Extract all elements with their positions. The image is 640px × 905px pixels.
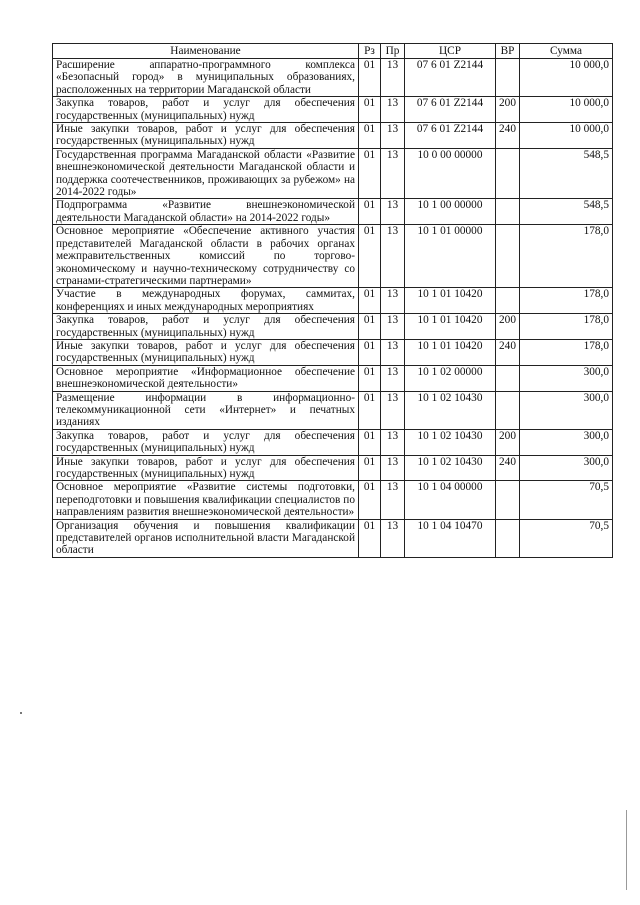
cell-name: Подпрограмма «Развитие внешнеэкономической деятельности Магаданской области» на 2014-2022 годы» xyxy=(53,199,359,225)
cell-vr: 240 xyxy=(496,339,520,365)
cell-pr: 13 xyxy=(381,481,405,519)
table-row xyxy=(53,314,613,340)
cell-rz: 01 xyxy=(359,97,381,123)
cell-csr: 10 1 02 10430 xyxy=(405,455,496,481)
cell-rz: 01 xyxy=(359,455,381,481)
header-vr: ВР xyxy=(496,44,520,59)
cell-vr xyxy=(496,481,520,519)
table-row xyxy=(53,59,613,97)
table-row xyxy=(53,148,613,199)
table-row xyxy=(53,365,613,391)
cell-csr: 07 6 01 Z2144 xyxy=(405,59,496,97)
cell-name: Основное мероприятие «Развитие системы подготовки, переподготовки и повышения квалификации специалистов по направлениям развития внешнеэкономической деятельности» xyxy=(53,481,359,519)
cell-vr xyxy=(496,225,520,288)
cell-rz: 01 xyxy=(359,339,381,365)
cell-csr: 10 1 01 10420 xyxy=(405,288,496,314)
cell-name: Участие в международных форумах, саммитах, конференциях и иных международных мероприятиях xyxy=(53,288,359,314)
table-body xyxy=(53,59,613,558)
cell-name: Размещение информации в информационно-телекоммуникационной сети «Интернет» и печатных изданиях xyxy=(53,391,359,429)
cell-sum: 70,5 xyxy=(520,519,613,557)
cell-rz: 01 xyxy=(359,429,381,455)
cell-vr xyxy=(496,288,520,314)
table-row xyxy=(53,519,613,557)
cell-pr: 13 xyxy=(381,519,405,557)
cell-csr: 07 6 01 Z2144 xyxy=(405,97,496,123)
cell-pr: 13 xyxy=(381,59,405,97)
cell-pr: 13 xyxy=(381,455,405,481)
table-row xyxy=(53,455,613,481)
header-rz: Рз xyxy=(359,44,381,59)
cell-pr: 13 xyxy=(381,314,405,340)
table-header xyxy=(53,44,613,59)
cell-vr xyxy=(496,199,520,225)
cell-sum: 178,0 xyxy=(520,288,613,314)
table-row xyxy=(53,288,613,314)
cell-csr: 10 1 02 00000 xyxy=(405,365,496,391)
cell-sum: 300,0 xyxy=(520,391,613,429)
cell-vr xyxy=(496,519,520,557)
cell-vr: 240 xyxy=(496,455,520,481)
cell-vr: 200 xyxy=(496,429,520,455)
cell-sum: 300,0 xyxy=(520,429,613,455)
cell-name: Иные закупки товаров, работ и услуг для обеспечения государственных (муниципальных) нужд xyxy=(53,123,359,149)
cell-sum: 178,0 xyxy=(520,314,613,340)
cell-csr: 10 1 02 10430 xyxy=(405,429,496,455)
cell-pr: 13 xyxy=(381,429,405,455)
cell-sum: 178,0 xyxy=(520,339,613,365)
cell-sum: 548,5 xyxy=(520,148,613,199)
cell-rz: 01 xyxy=(359,148,381,199)
cell-csr: 10 1 01 10420 xyxy=(405,314,496,340)
cell-sum: 70,5 xyxy=(520,481,613,519)
cell-rz: 01 xyxy=(359,225,381,288)
cell-name: Расширение аппаратно-программного комплекса «Безопасный город» в муниципальных образованиях, расположенных на территории Магаданской области xyxy=(53,59,359,97)
cell-rz: 01 xyxy=(359,481,381,519)
cell-rz: 01 xyxy=(359,199,381,225)
cell-name: Иные закупки товаров, работ и услуг для обеспечения государственных (муниципальных) нужд xyxy=(53,455,359,481)
cell-vr: 200 xyxy=(496,314,520,340)
cell-csr: 10 1 02 10430 xyxy=(405,391,496,429)
table-row xyxy=(53,481,613,519)
cell-pr: 13 xyxy=(381,225,405,288)
header-sum: Сумма xyxy=(520,44,613,59)
cell-rz: 01 xyxy=(359,365,381,391)
cell-csr: 10 1 04 00000 xyxy=(405,481,496,519)
cell-name: Основное мероприятие «Обеспечение активного участия представителей Магаданской области в рабочих органах межправительственных комиссий по торгово-экономическому и научно-техническому сотрудничеству со странами-стратегическими партнерами» xyxy=(53,225,359,288)
cell-name: Основное мероприятие «Информационное обеспечение внешнеэкономической деятельности» xyxy=(53,365,359,391)
table-row xyxy=(53,199,613,225)
cell-rz: 01 xyxy=(359,59,381,97)
cell-name: Закупка товаров, работ и услуг для обеспечения государственных (муниципальных) нужд xyxy=(53,314,359,340)
cell-pr: 13 xyxy=(381,199,405,225)
table-row xyxy=(53,97,613,123)
scan-dot xyxy=(20,712,22,714)
table-row xyxy=(53,429,613,455)
header-name: Наименование xyxy=(53,44,359,59)
cell-pr: 13 xyxy=(381,339,405,365)
cell-vr xyxy=(496,59,520,97)
cell-csr: 10 1 01 00000 xyxy=(405,225,496,288)
table-row xyxy=(53,339,613,365)
header-pr: Пр xyxy=(381,44,405,59)
table-row xyxy=(53,123,613,149)
cell-rz: 01 xyxy=(359,288,381,314)
cell-csr: 10 0 00 00000 xyxy=(405,148,496,199)
cell-sum: 548,5 xyxy=(520,199,613,225)
cell-rz: 01 xyxy=(359,123,381,149)
table-row xyxy=(53,225,613,288)
cell-csr: 10 1 04 10470 xyxy=(405,519,496,557)
cell-sum: 10 000,0 xyxy=(520,59,613,97)
cell-name: Иные закупки товаров, работ и услуг для обеспечения государственных (муниципальных) нужд xyxy=(53,339,359,365)
cell-sum: 300,0 xyxy=(520,365,613,391)
cell-name: Государственная программа Магаданской области «Развитие внешнеэкономической деятельности Магаданской области и поддержка соотечественников, проживающих за рубежом» на 2014-2022 годы» xyxy=(53,148,359,199)
cell-vr xyxy=(496,365,520,391)
cell-rz: 01 xyxy=(359,519,381,557)
scan-edge-line xyxy=(626,810,627,890)
cell-csr: 10 1 00 00000 xyxy=(405,199,496,225)
cell-pr: 13 xyxy=(381,288,405,314)
cell-csr: 10 1 01 10420 xyxy=(405,339,496,365)
cell-pr: 13 xyxy=(381,148,405,199)
cell-pr: 13 xyxy=(381,391,405,429)
cell-vr xyxy=(496,148,520,199)
cell-csr: 07 6 01 Z2144 xyxy=(405,123,496,149)
cell-name: Закупка товаров, работ и услуг для обеспечения государственных (муниципальных) нужд xyxy=(53,429,359,455)
cell-vr xyxy=(496,391,520,429)
cell-name: Организация обучения и повышения квалификации представителей органов исполнительной власти Магаданской области xyxy=(53,519,359,557)
cell-sum: 178,0 xyxy=(520,225,613,288)
cell-sum: 10 000,0 xyxy=(520,123,613,149)
cell-vr: 200 xyxy=(496,97,520,123)
cell-pr: 13 xyxy=(381,365,405,391)
cell-name: Закупка товаров, работ и услуг для обеспечения государственных (муниципальных) нужд xyxy=(53,97,359,123)
cell-pr: 13 xyxy=(381,123,405,149)
cell-sum: 300,0 xyxy=(520,455,613,481)
header-row xyxy=(53,44,613,59)
table-row xyxy=(53,391,613,429)
budget-table xyxy=(52,43,613,558)
cell-pr: 13 xyxy=(381,97,405,123)
cell-rz: 01 xyxy=(359,391,381,429)
cell-rz: 01 xyxy=(359,314,381,340)
cell-sum: 10 000,0 xyxy=(520,97,613,123)
cell-vr: 240 xyxy=(496,123,520,149)
header-csr: ЦСР xyxy=(405,44,496,59)
